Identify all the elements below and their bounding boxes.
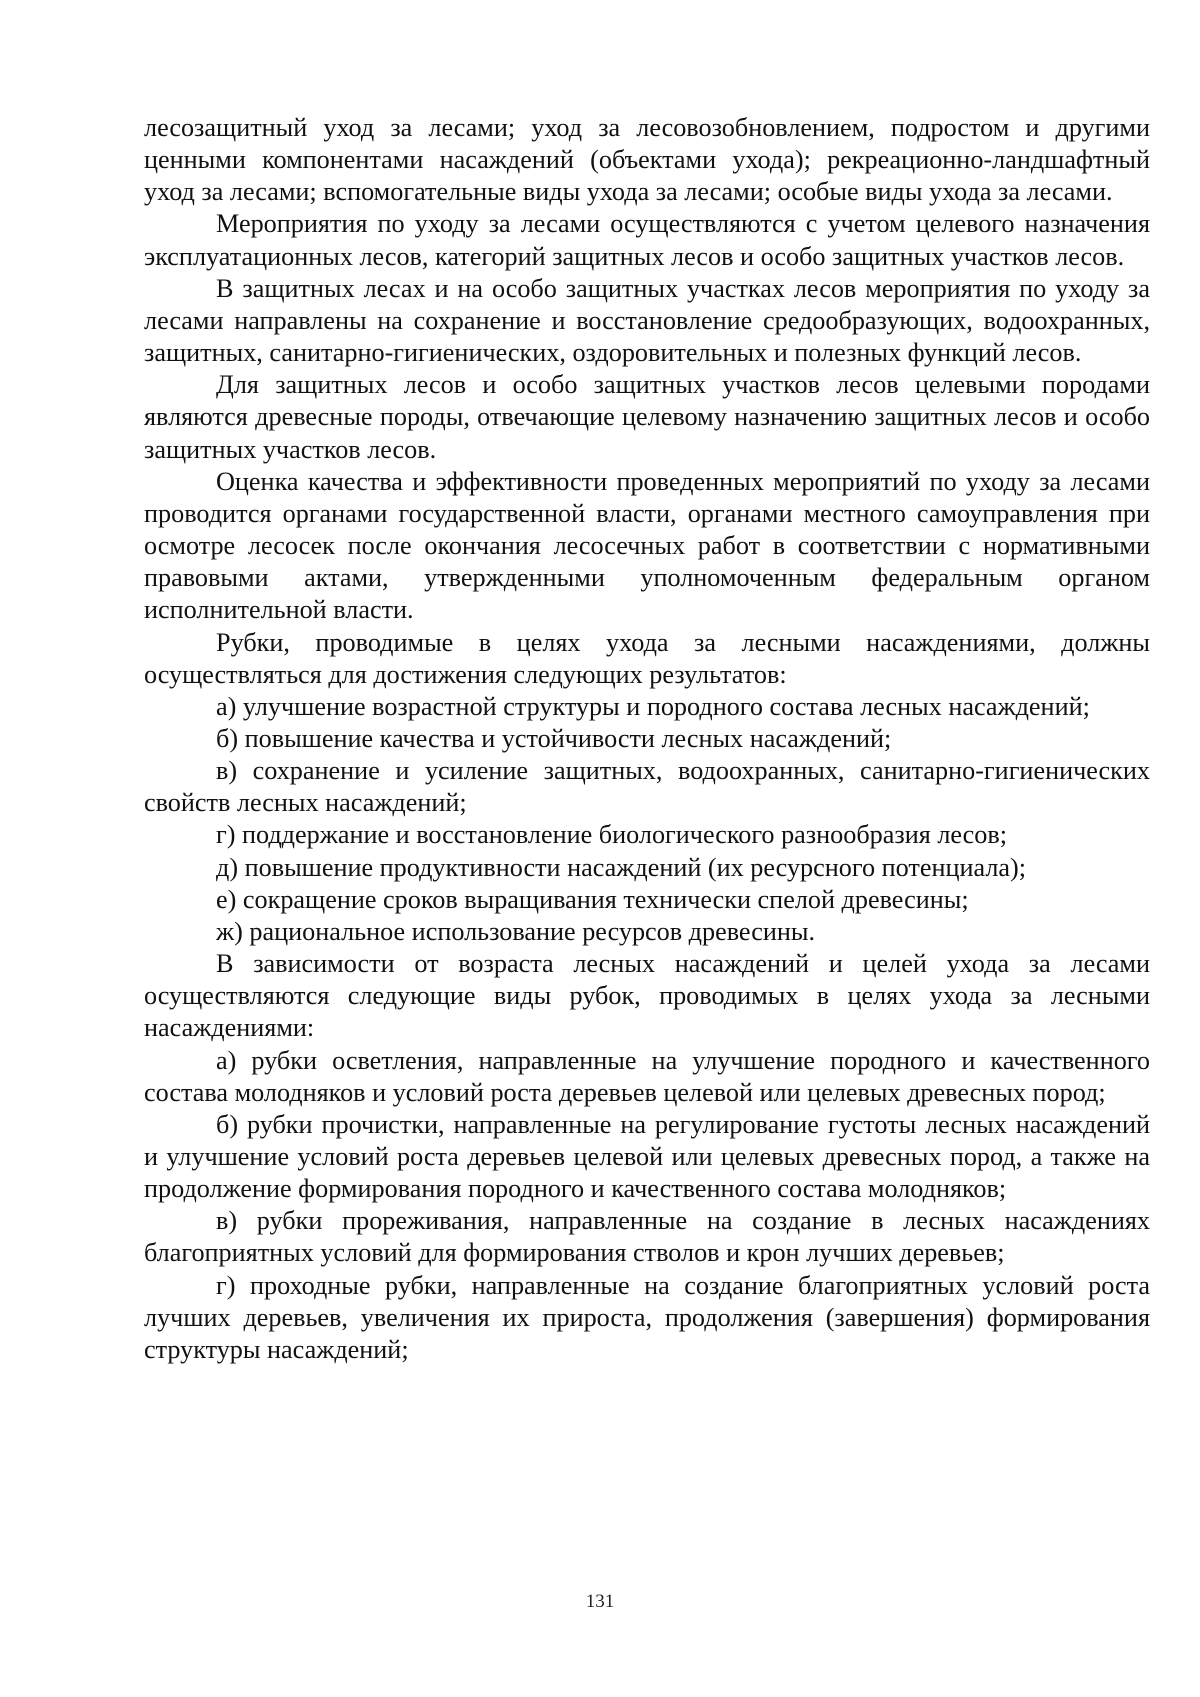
cutting-type-b: б) рубки прочистки, направленные на регулирование густоты лесных насаждений и улучшение условий роста деревьев целевой или целевых древесных пород, а также на продолжение формирования породного и качественного состава молодняков; bbox=[144, 1109, 1150, 1204]
paragraph-6: Рубки, проводимые в целях ухода за лесными насаждениями, должны осуществляться для достижения следующих результатов: bbox=[144, 627, 1150, 689]
page-number: 131 bbox=[585, 1591, 615, 1612]
cutting-type-v: в) рубки прореживания, направленные на создание в лесных насаждениях благоприятных условий для формирования стволов и крон лучших деревьев; bbox=[144, 1206, 1150, 1268]
paragraph-3: В защитных лесах и на особо защитных участках лесов мероприятия по уходу за лесами направлены на сохранение и восстановление средообразующих, водоохранных, защитных, санитарно-гигиенических, оздоровительных и полезных функций лесов. bbox=[144, 273, 1150, 368]
paragraph-5: Оценка качества и эффективности проведенных мероприятий по уходу за лесами проводится органами государственной власти, органами местного самоуправления при осмотре лесосек после окончания лесосечных работ в соответствии с нормативными правовыми актами, утвержденными уполномоченным федеральным органом исполнительной власти. bbox=[144, 466, 1150, 625]
paragraph-2: Мероприятия по уходу за лесами осуществляются с учетом целевого назначения эксплуатационных лесов, категорий защитных лесов и особо защитных участков лесов. bbox=[144, 209, 1150, 271]
list-item-v: в) сохранение и усиление защитных, водоохранных, санитарно-гигиенических свойств лесных насаждений; bbox=[144, 756, 1150, 818]
paragraph-7: В зависимости от возраста лесных насаждений и целей ухода за лесами осуществляются следующие виды рубок, проводимых в целях ухода за лесными насаждениями: bbox=[144, 949, 1150, 1043]
list-item-a: а) улучшение возрастной структуры и породного состава лесных насаждений; bbox=[216, 691, 1090, 721]
list-item-d: д) повышение продуктивности насаждений (их ресурсного потенциала); bbox=[216, 852, 1027, 882]
list-item-b: б) повышение качества и устойчивости лесных насаждений; bbox=[216, 723, 892, 753]
list-item-zh: ж) рациональное использование ресурсов древесины. bbox=[216, 916, 816, 946]
paragraph-1: лесозащитный уход за лесами; уход за лесовозобновлением, подростом и другими ценными компонентами насаждений (объектами ухода); рекреационно-ландшафтный уход за лесами; вспомогательные виды ухода за лесами; особые виды ухода за лесами. bbox=[144, 113, 1150, 207]
cutting-type-a: а) рубки осветления, направленные на улучшение породного и качественного состава молодняков и условий роста деревьев целевой или целевых древесных пород; bbox=[144, 1045, 1150, 1107]
list-item-e: е) сокращение сроков выращивания технически спелой древесины; bbox=[216, 884, 969, 914]
document-body bbox=[144, 112, 1150, 1366]
paragraph-4: Для защитных лесов и особо защитных участков лесов целевыми породами являются древесные породы, отвечающие целевому назначению защитных лесов и особо защитных участков лесов. bbox=[144, 370, 1150, 464]
cutting-type-g: г) проходные рубки, направленные на создание благоприятных условий роста лучших деревьев, увеличения их прироста, продолжения (завершения) формирования структуры насаждений; bbox=[144, 1270, 1150, 1364]
list-item-g: г) поддержание и восстановление биологического разнообразия лесов; bbox=[216, 820, 1008, 850]
